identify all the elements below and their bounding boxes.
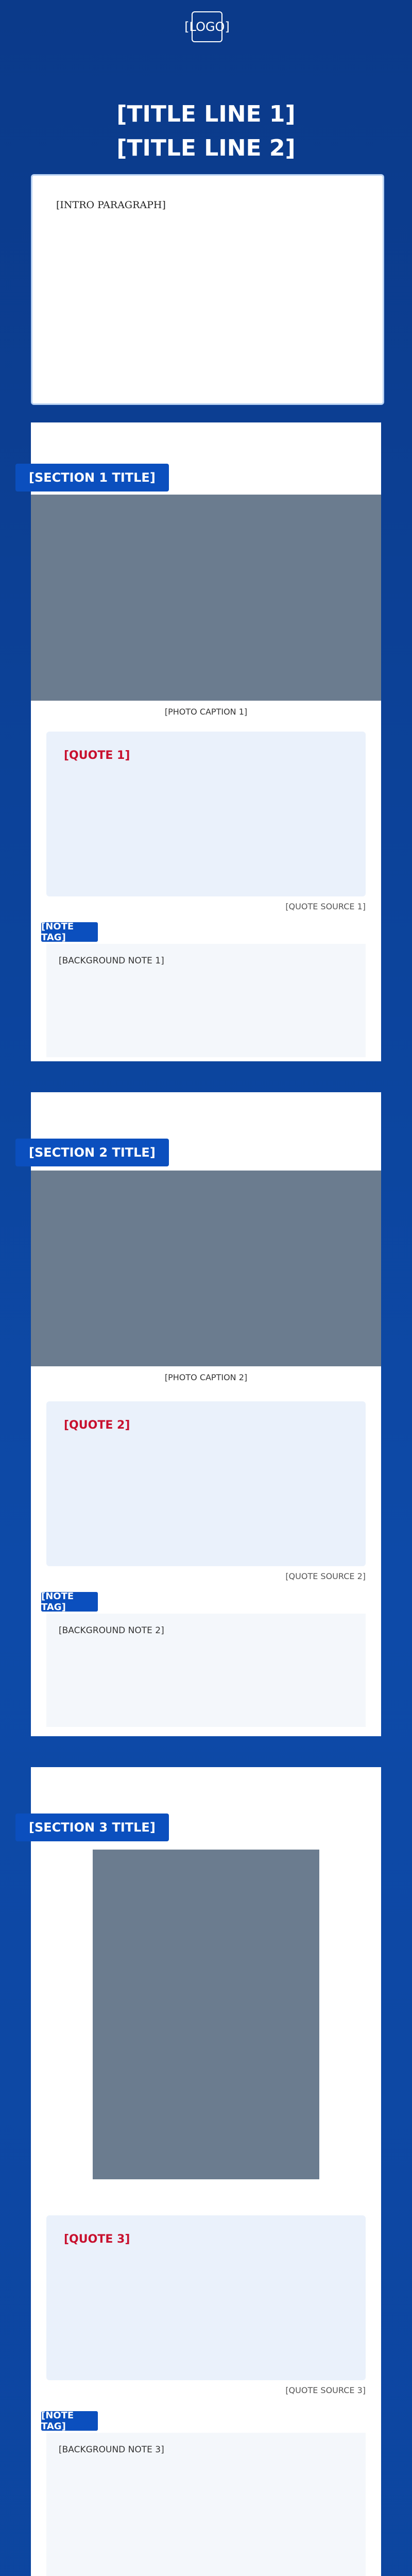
section-1-note-tag: [NOTE TAG] (41, 922, 98, 942)
page-title-line-1: [TITLE LINE 1] (116, 101, 296, 127)
section-2-title: [SECTION 2 TITLE] (15, 1139, 169, 1166)
section-1-title: [SECTION 1 TITLE] (15, 464, 169, 492)
section-2-quote (46, 1401, 366, 1566)
intro-box (31, 174, 384, 405)
section-3-title: [SECTION 3 TITLE] (15, 1814, 169, 1841)
section-1-quote-text: [QUOTE 1] (64, 749, 130, 762)
section-3-quote (46, 2215, 366, 2380)
section-2-note (46, 1614, 366, 1727)
section-3-portrait (93, 1850, 319, 2179)
page-title-line-2: [TITLE LINE 2] (116, 135, 296, 161)
section-1-caption: [PHOTO CAPTION 1] (164, 707, 248, 717)
section-2-caption: [PHOTO CAPTION 2] (164, 1372, 248, 1382)
section-2-quote-source: [QUOTE SOURCE 2] (285, 1571, 366, 1581)
section-2-note-text: [BACKGROUND NOTE 2] (59, 1625, 164, 1636)
section-3-note-text: [BACKGROUND NOTE 3] (59, 2445, 164, 2455)
section-1-quote (46, 732, 366, 896)
masthead-logo: [LOGO] (192, 11, 222, 42)
section-3-note (46, 2433, 366, 2576)
intro-text: [INTRO PARAGRAPH] (56, 199, 166, 211)
section-1-note (46, 944, 366, 1057)
section-3-quote-source: [QUOTE SOURCE 3] (285, 2385, 366, 2395)
section-2-photo (31, 1171, 381, 1366)
section-3-note-tag: [NOTE TAG] (41, 2411, 98, 2431)
section-2-note-tag: [NOTE TAG] (41, 1592, 98, 1612)
section-1-photo (31, 495, 381, 701)
section-1-quote-source: [QUOTE SOURCE 1] (285, 902, 366, 911)
section-1-note-text: [BACKGROUND NOTE 1] (59, 956, 164, 966)
section-2-quote-text: [QUOTE 2] (64, 1419, 130, 1432)
section-3-quote-text: [QUOTE 3] (64, 2233, 130, 2246)
